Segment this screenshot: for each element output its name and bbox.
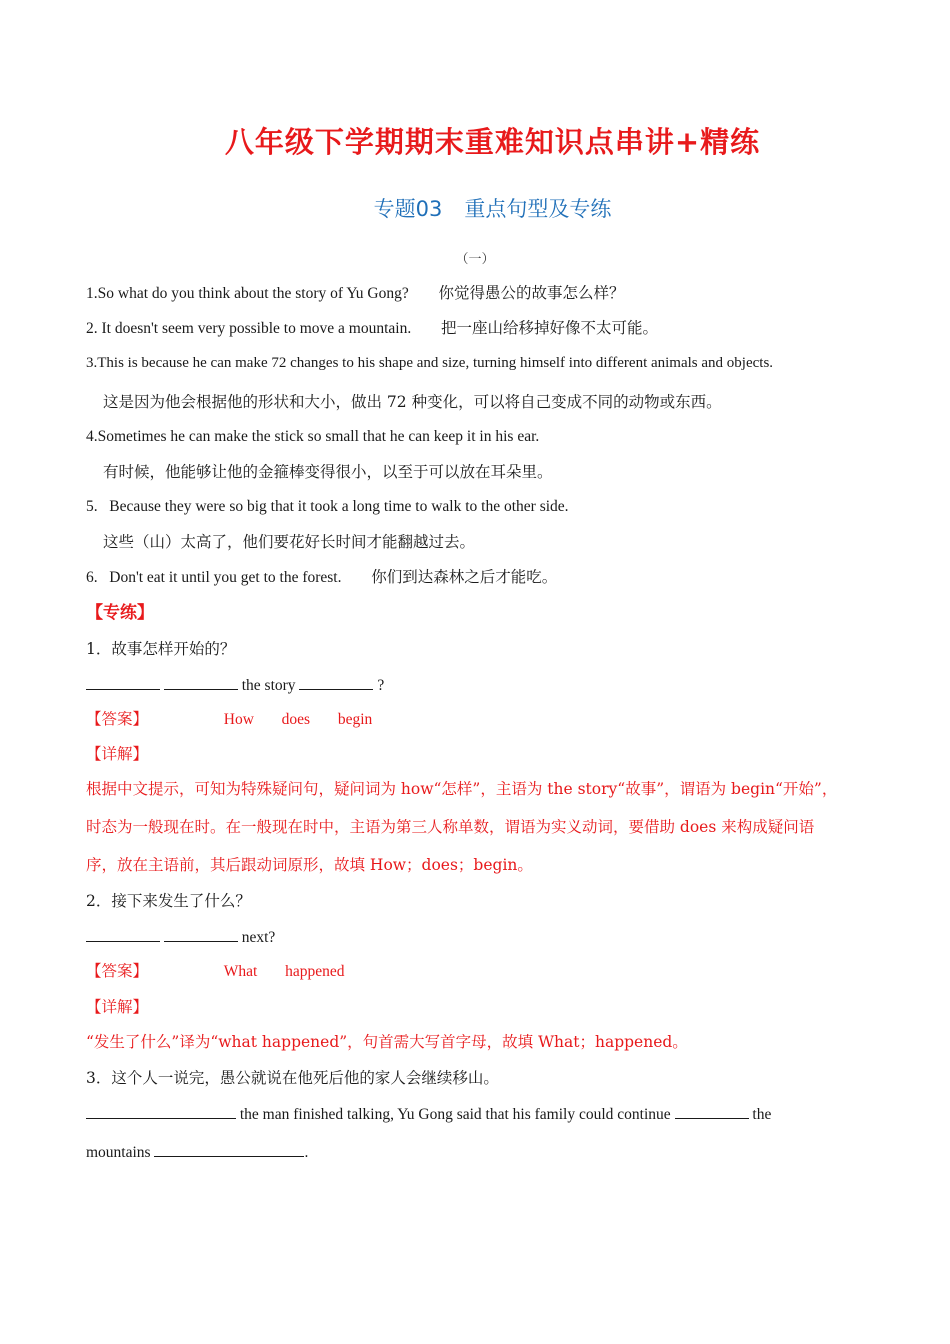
- q1-sentence: [86, 674, 384, 696]
- q2-answer-2: happened: [285, 963, 345, 980]
- q3-text-b: the: [752, 1106, 772, 1123]
- q3-blank-3[interactable]: [154, 1141, 304, 1157]
- q3-sentence-line-2: [86, 1141, 308, 1163]
- sentence-4-cn: 有时候，他能够让他的金箍棒变得很小，以至于可以放在耳朵里。: [103, 463, 553, 481]
- q3-sentence-line-1: [86, 1103, 771, 1125]
- q3-blank-1[interactable]: [86, 1103, 236, 1119]
- sentence-3-cn: 这是因为他会根据他的形状和大小，做出 72 种变化，可以将自己变成不同的动物或东西。: [103, 393, 722, 411]
- q3-text-c: mountains: [86, 1144, 151, 1161]
- sentence-5-cn: 这些（山）太高了，他们要花好长时间才能翻越过去。: [103, 533, 476, 551]
- page-title: 八年级下学期期末重难知识点串讲+精练: [224, 125, 761, 159]
- sentence-1: [86, 283, 625, 304]
- q2-blank-2[interactable]: [164, 926, 238, 942]
- q2-text-end: next?: [241, 929, 276, 946]
- sentence-1-cn: 你觉得愚公的故事怎么样？: [438, 284, 625, 302]
- q1-detail-label: 【详解】: [86, 745, 149, 763]
- q1-blank-3[interactable]: [299, 674, 373, 690]
- sentence-2-en: 2. It doesn't seem very possible to move a mountain.: [86, 320, 412, 337]
- q2-answer-row: [86, 961, 344, 982]
- q1-text-end: ?: [377, 677, 385, 694]
- sentence-6: [86, 567, 557, 588]
- q3-blank-2[interactable]: [675, 1103, 749, 1119]
- q2-detail: “发生了什么”译为“what happened”，句首需大写首字母，故填 What；happened。: [86, 1033, 688, 1051]
- q3-text-a: the man finished talking, Yu Gong said that his family could continue: [239, 1106, 671, 1123]
- q2-sentence: [86, 926, 275, 948]
- q1-answer-label: 【答案】: [86, 710, 149, 728]
- q1-answer-1: How: [223, 711, 254, 728]
- q1-detail-line-2: 时态为一般现在时。在一般现在时中，主语为第三人称单数，谓语为实义动词，要借助 does 来构成疑问语: [86, 818, 815, 836]
- section-mark: （一）: [455, 251, 495, 266]
- q2-prompt: 2．接下来发生了什么？: [86, 892, 251, 910]
- q1-prompt: 1．故事怎样开始的？: [86, 640, 236, 658]
- q3-text-d: .: [304, 1144, 309, 1161]
- q2-blank-1[interactable]: [86, 926, 160, 942]
- sentence-2: [86, 318, 658, 339]
- sentence-5-en: 5. Because they were so big that it took a long time to walk to the other side.: [86, 498, 569, 515]
- q3-prompt: 3．这个人一说完，愚公就说在他死后他的家人会继续移山。: [86, 1069, 499, 1087]
- sentence-3-en: 3.This is because he can make 72 changes to his shape and size, turning himself into different animals and objects.: [86, 355, 774, 371]
- q1-blank-1[interactable]: [86, 674, 160, 690]
- q1-detail-line-3: 序，放在主语前，其后跟动词原形，故填 How；does；begin。: [86, 856, 533, 874]
- sentence-1-en: 1.So what do you think about the story of Yu Gong?: [86, 285, 409, 302]
- topic-number: 专题03: [373, 197, 443, 221]
- q1-answer-row: [86, 709, 372, 730]
- q2-answer-1: What: [223, 963, 258, 980]
- q1-detail-line-1: 根据中文提示，可知为特殊疑问句，疑问词为 how“怎样”，主语为 the story“故事”，谓语为 begin“开始”，: [86, 780, 838, 798]
- topic-name: 重点句型及专练: [464, 197, 612, 221]
- q1-answer-2: does: [281, 711, 311, 728]
- topic-subtitle: [0, 193, 950, 223]
- q1-answer-3: begin: [337, 711, 373, 728]
- q1-blank-2[interactable]: [164, 674, 238, 690]
- q1-text-mid: the story: [241, 677, 296, 694]
- sentence-4-en: 4.Sometimes he can make the stick so small that he can keep it in his ear.: [86, 428, 540, 445]
- practice-header: 【专练】: [86, 603, 154, 623]
- sentence-6-en: 6. Don't eat it until you get to the forest.: [86, 569, 342, 586]
- sentence-6-cn: 你们到达森林之后才能吃。: [371, 568, 558, 586]
- sentence-2-cn: 把一座山给移掉好像不太可能。: [440, 319, 658, 337]
- q2-detail-label: 【详解】: [86, 998, 149, 1016]
- q2-answer-label: 【答案】: [86, 962, 149, 980]
